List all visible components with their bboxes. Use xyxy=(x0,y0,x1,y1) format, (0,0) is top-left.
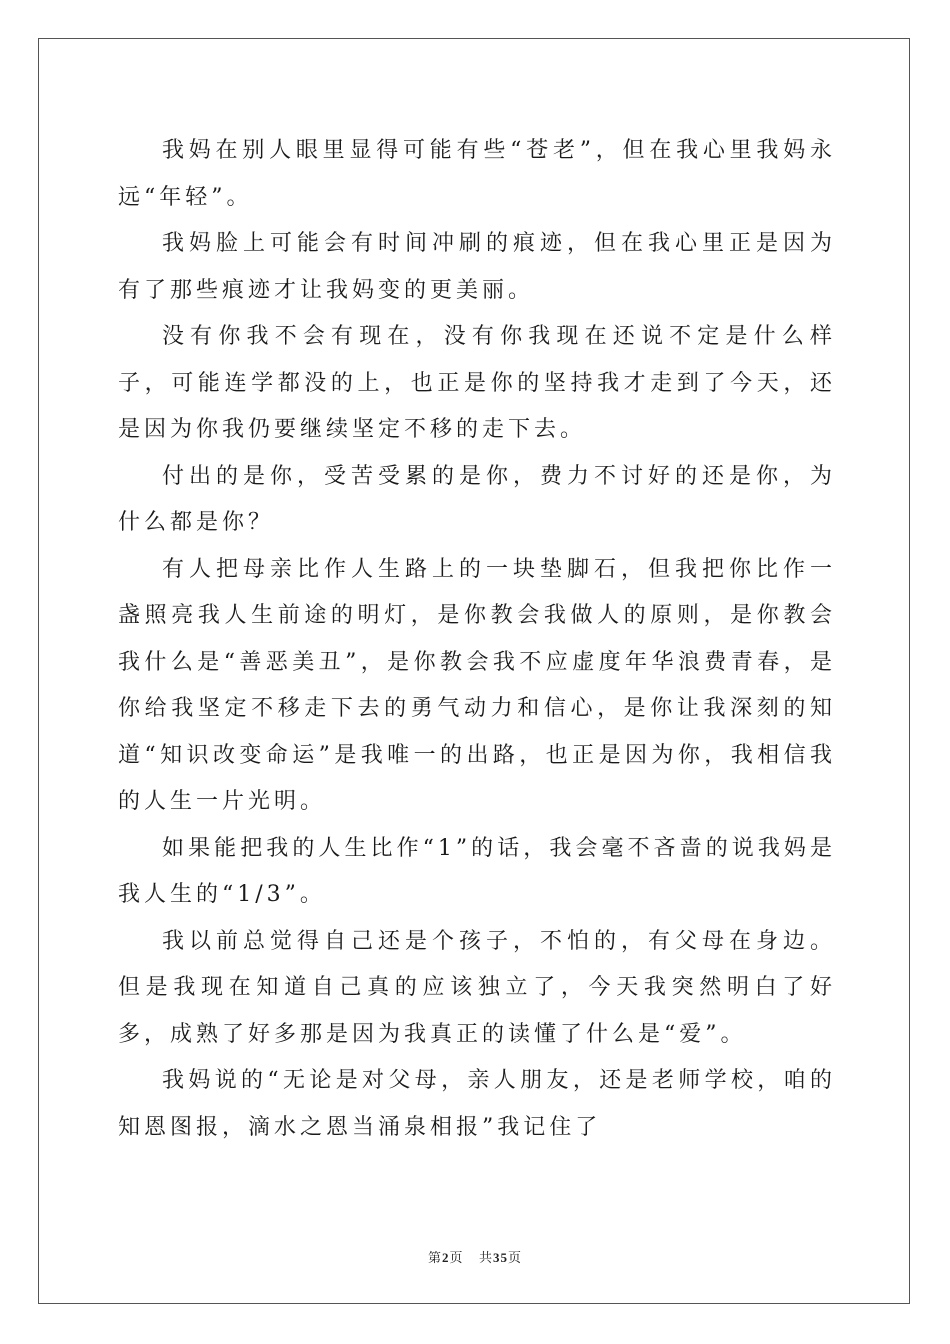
paragraph: 我妈说的“无论是对父母，亲人朋友，还是老师学校，咱的知恩图报，滴水之恩当涌泉相报”我记住了 xyxy=(118,1068,836,1140)
total-pages-number: 35 xyxy=(492,1250,508,1265)
paragraph: 我妈脸上可能会有时间冲刷的痕迹，但在我心里正是因为有了那些痕迹才让我妈变的更美丽。 xyxy=(118,231,836,303)
page-footer xyxy=(0,1247,950,1266)
total-pages-prefix: 共 xyxy=(478,1251,493,1266)
paragraph: 如果能把我的人生比作“1”的话，我会毫不吝啬的说我妈是我人生的“1/3”。 xyxy=(118,835,836,907)
paragraph: 有人把母亲比作人生路上的一块垫脚石，但我把你比作一盏照亮我人生前途的明灯，是你教会我做人的原则，是你教会我什么是“善恶美丑”，是你教会我不应虚度年华浪费青春，是你给我坚定不移走下去的勇气动力和信心，是你让我深刻的知道“知识改变命运”是我唯一的出路，也正是因为你，我相信我的人生一片光明。 xyxy=(118,556,836,814)
page-number-suffix: 页 xyxy=(449,1251,464,1266)
paragraph: 没有你我不会有现在，没有你我现在还说不定是什么样子，可能连学都没的上，也正是你的坚持我才走到了今天，还是因为你我仍要继续坚定不移的走下去。 xyxy=(118,324,836,442)
page-number-prefix: 第 xyxy=(428,1251,443,1266)
paragraph: 付出的是你，受苦受累的是你，费力不讨好的还是你，为什么都是你？ xyxy=(118,463,836,535)
paragraph: 我妈在别人眼里显得可能有些“苍老”，但在我心里我妈永远“年轻”。 xyxy=(118,138,836,210)
paragraph: 我以前总觉得自己还是个孩子，不怕的，有父母在身边。但是我现在知道自己真的应该独立了，今天我突然明白了好多，成熟了好多那是因为我真正的读懂了什么是“爱”。 xyxy=(118,928,836,1047)
document-body xyxy=(118,128,836,1151)
total-pages-suffix: 页 xyxy=(507,1251,522,1266)
current-page-number: 2 xyxy=(442,1250,450,1265)
